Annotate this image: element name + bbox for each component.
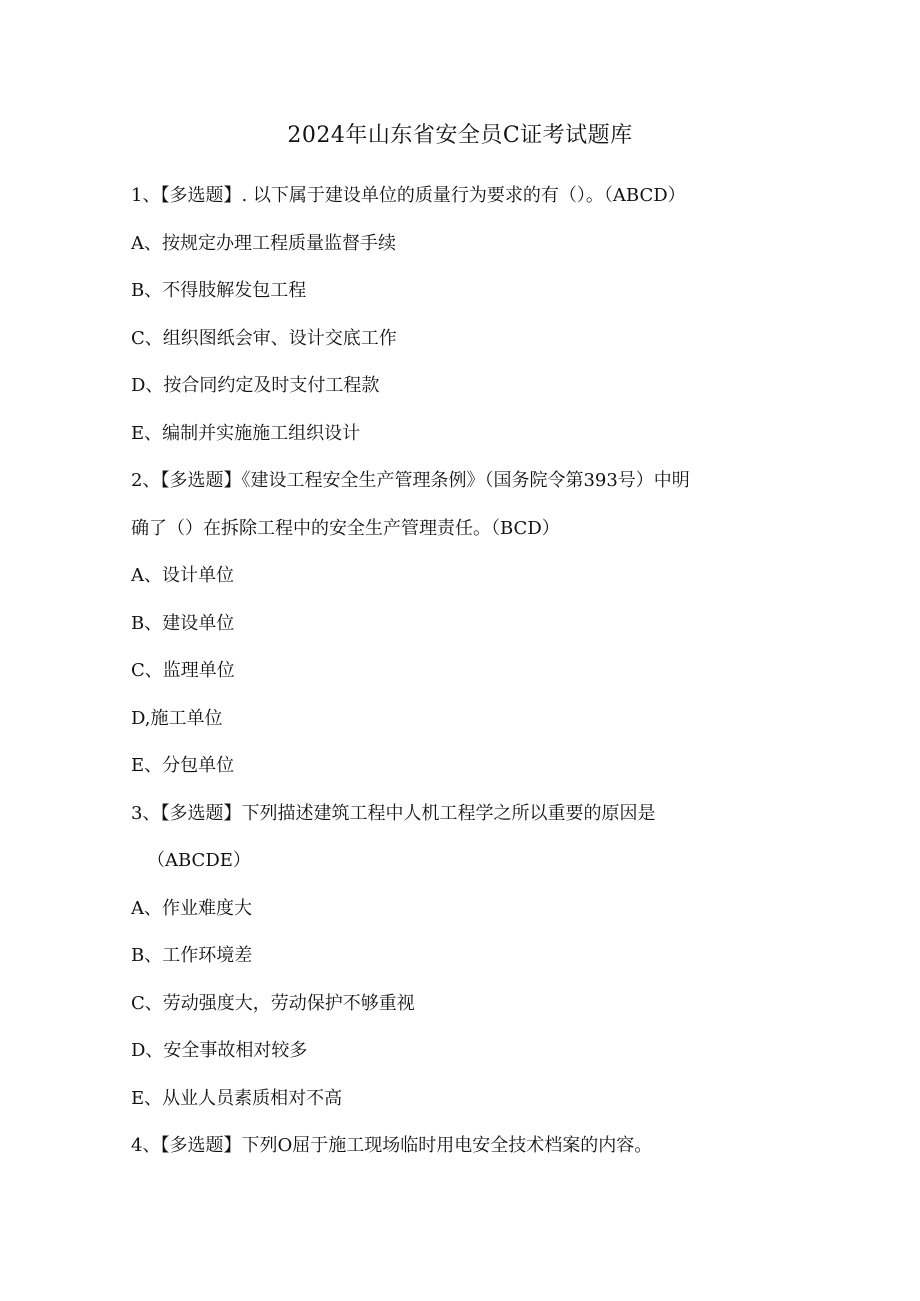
question-2-option-e: E、分包单位 xyxy=(131,755,235,776)
question-2-stem-line-2: 确了（）在拆除工程中的安全生产管理责任。（BCD） xyxy=(131,517,560,539)
question-4-stem: 4、【多选题】下列O屈于施工现场临时用电安全技术档案的内容。 xyxy=(131,1135,653,1156)
question-1-option-a: A、按规定办理工程质量监督手续 xyxy=(131,232,396,254)
question-3-stem-line-2: （ABCDE） xyxy=(147,850,251,871)
question-3-option-e: E、从业人员素质相对不高 xyxy=(131,1087,343,1109)
question-2-option-a: A、设计单位 xyxy=(131,565,234,586)
question-1-option-e: E、编制并实施施工组织设计 xyxy=(131,422,361,444)
question-1-stem: 1、【多选题】. 以下属于建设单位的质量行为要求的有（）。（ABCD） xyxy=(131,185,686,206)
question-2-option-c: C、监理单位 xyxy=(131,660,235,681)
question-2-stem-line-1: 2、【多选题】《建设工程安全生产管理条例》（国务院令第393号）中明 xyxy=(131,470,690,491)
question-1-option-d: D、按合同约定及时支付工程款 xyxy=(131,375,380,396)
question-3-option-b: B、工作环境差 xyxy=(131,945,253,966)
question-3-stem-line-1: 3、【多选题】下列描述建筑工程中人机工程学之所以重要的原因是 xyxy=(131,802,656,824)
question-1-option-b: B、不得肢解发包工程 xyxy=(131,280,307,301)
question-list xyxy=(131,172,791,1170)
question-2-option-d: D,施工单位 xyxy=(131,707,223,729)
question-3-option-d: D、安全事故相对较多 xyxy=(131,1040,308,1061)
question-3-option-c: C、劳动强度大，劳动保护不够重视 xyxy=(131,992,415,1014)
document-title: 2024年山东省安全员C证考试题库 xyxy=(287,123,633,148)
question-1-option-c: C、组织图纸会审、设计交底工作 xyxy=(131,327,397,349)
question-3-option-a: A、作业难度大 xyxy=(131,897,252,919)
question-2-option-b: B、建设单位 xyxy=(131,612,235,634)
